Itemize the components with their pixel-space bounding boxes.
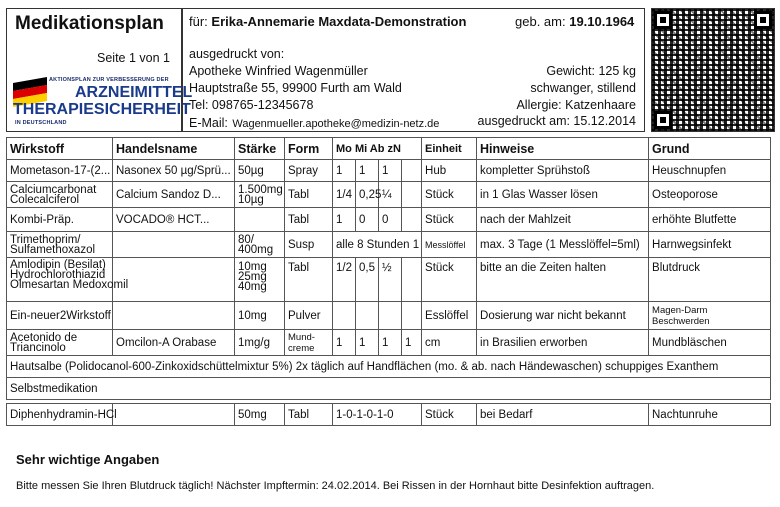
cell-mi: 1 xyxy=(356,330,379,356)
cell-handelsname xyxy=(113,404,235,426)
wirkstoff-line: Sulfamethoxazol xyxy=(10,243,96,256)
cell-grund: Osteoporose xyxy=(649,182,771,208)
birth-label: geb. am: xyxy=(515,14,566,29)
patient-allergy: Allergie: Katzenhaare xyxy=(516,98,636,112)
notes-text: Bitte messen Sie Ihren Blutdruck täglich! Nächster Impftermin: 24.02.2014. Bei Rissen in der Hornhaut bitte Desinfektion auftragen. xyxy=(16,480,655,492)
self-medication-title: Selbstmedikation xyxy=(7,378,771,400)
cell-mo xyxy=(333,302,356,330)
form-line: creme xyxy=(288,342,315,354)
cell-staerke xyxy=(235,182,285,208)
patient-line xyxy=(189,14,466,29)
printed-by-label: ausgedruckt von: xyxy=(189,47,285,61)
cell-hinweise: bitte an die Zeiten halten xyxy=(477,258,649,302)
cell-staerke xyxy=(235,258,285,302)
cell-mi xyxy=(356,302,379,330)
cell-grund: Heuschnupfen xyxy=(649,160,771,182)
notes-title: Sehr wichtige Angaben xyxy=(16,452,160,467)
cell-hinweise: Dosierung war nicht bekannt xyxy=(477,302,649,330)
cell-zn xyxy=(402,182,422,208)
wirkstoff-line: Calciumcarbonat xyxy=(10,183,97,196)
table-header-row xyxy=(7,138,771,160)
cell-wirkstoff: Ein-neuer2Wirkstoff xyxy=(7,302,113,330)
cell-mi: 1 xyxy=(356,160,379,182)
cell-handelsname: Omcilon-A Orabase xyxy=(113,330,235,356)
col-einheit: Einheit xyxy=(422,138,477,160)
col-staerke: Stärke xyxy=(235,138,285,160)
cell-ab: 1 xyxy=(379,330,402,356)
medication-table xyxy=(6,137,771,400)
cell-einheit: Stück xyxy=(422,404,477,426)
cell-zn: 1 xyxy=(402,330,422,356)
pharmacy-address: Hauptstraße 55, 99900 Furth am Wald xyxy=(189,81,402,95)
birth-line xyxy=(515,14,634,29)
cell-einheit: Stück xyxy=(422,182,477,208)
patient-prefix: für: xyxy=(189,14,208,29)
cell-staerke: 50µg xyxy=(235,160,285,182)
table-row xyxy=(7,330,771,356)
table-row xyxy=(7,182,771,208)
barcode-finder xyxy=(654,11,672,29)
cell-einheit: Stück xyxy=(422,208,477,232)
col-hinweise: Hinweise xyxy=(477,138,649,160)
cell-ab: 1 xyxy=(379,160,402,182)
cell-mi: 0,25 xyxy=(356,182,379,208)
cell-hinweise: kompletter Sprühstoß xyxy=(477,160,649,182)
cell-form: Tabl xyxy=(285,208,333,232)
cell-staerke xyxy=(235,232,285,258)
grund-line: Beschwerden xyxy=(652,315,710,327)
cell-wirkstoff xyxy=(7,258,129,302)
patient-name: Erika-Annemarie Maxdata-Demonstration xyxy=(211,14,467,29)
self-medication-table xyxy=(6,403,771,426)
barcode-finder xyxy=(654,111,672,129)
wirkstoff-line: Olmesartan Medoxomil xyxy=(10,279,129,291)
pharmacy-phone: Tel: 098765-12345678 xyxy=(189,98,314,112)
cell-mo: 1/4 xyxy=(333,182,356,208)
cell-form: Tabl xyxy=(285,404,333,426)
cell-mo: 1 xyxy=(333,160,356,182)
staerke-line: 80/ xyxy=(238,233,254,246)
cell-wirkstoff xyxy=(7,182,113,208)
cell-wirkstoff xyxy=(7,330,113,356)
barcode-image xyxy=(651,8,775,132)
cell-grund xyxy=(649,302,771,330)
cell-einheit: Messlöffel xyxy=(422,232,477,258)
staerke-line: 400mg xyxy=(238,243,274,256)
wirkstoff-line: Colecalciferol xyxy=(10,193,80,206)
cell-form: Spray xyxy=(285,160,333,182)
wirkstoff-line: Hydrochlorothiazid xyxy=(10,269,106,281)
cell-ab xyxy=(379,302,402,330)
cell-mi: 0,5 xyxy=(356,258,379,302)
patient-status: schwanger, stillend xyxy=(530,81,636,95)
staerke-line: 10µg xyxy=(238,193,264,206)
section-row xyxy=(7,378,771,400)
email-line xyxy=(189,114,439,132)
logo-line1: AKTIONSPLAN ZUR VERBESSERUNG DER xyxy=(49,77,169,83)
cell-form: Tabl xyxy=(285,258,333,302)
cell-handelsname xyxy=(113,258,235,302)
grund-line: Magen-Darm xyxy=(652,304,708,316)
cell-wirkstoff: Diphenhydramin-HCl xyxy=(7,404,113,426)
cell-grund: erhöhte Blutfette xyxy=(649,208,771,232)
cell-form: Tabl xyxy=(285,182,333,208)
cell-einheit: Hub xyxy=(422,160,477,182)
free-text-cell: Hautsalbe (Polidocanol-600-Zinkoxidschüttelmixtur 5%) 2x täglich auf Handflächen (mo. & ab. nach Händewaschen) schuppiges Exanthem xyxy=(7,356,771,378)
cell-ab: ¼ xyxy=(379,182,402,208)
cell-dosing-text: 1-0-1-0-1-0 xyxy=(333,404,422,426)
amts-logo xyxy=(11,75,193,129)
german-flag-icon xyxy=(13,77,47,103)
printed-on-date: ausgedruckt am: 15.12.2014 xyxy=(477,114,636,128)
table-row xyxy=(7,404,771,426)
cell-staerke xyxy=(235,208,285,232)
table-row xyxy=(7,302,771,330)
patient-weight: Gewicht: 125 kg xyxy=(546,64,636,78)
table-row xyxy=(7,160,771,182)
cell-zn xyxy=(402,208,422,232)
cell-handelsname xyxy=(113,302,235,330)
cell-handelsname xyxy=(113,232,235,258)
cell-grund: Harnwegsinfekt xyxy=(649,232,771,258)
cell-mo: 1/2 xyxy=(333,258,356,302)
staerke-line: 1.500mg xyxy=(238,183,283,196)
cell-form: Susp xyxy=(285,232,333,258)
wirkstoff-line: Acetonido de xyxy=(10,331,78,344)
col-wirkstoff: Wirkstoff xyxy=(7,138,113,160)
cell-hinweise: max. 3 Tage (1 Messlöffel=5ml) xyxy=(477,232,649,258)
cell-dosing-text: alle 8 Stunden 1 xyxy=(333,232,422,258)
cell-hinweise: in Brasilien erworben xyxy=(477,330,649,356)
staerke-line: 10mg xyxy=(238,261,267,273)
logo-line4: IN DEUTSCHLAND xyxy=(15,120,67,126)
page-title: Medikationsplan xyxy=(15,13,164,34)
cell-einheit: Esslöffel xyxy=(422,302,477,330)
wirkstoff-line: Triancinolo xyxy=(10,341,66,354)
email-address: Wagenmueller.apotheke@medizin-netz.de xyxy=(232,118,440,130)
cell-handelsname: Nasonex 50 µg/Sprü... xyxy=(113,160,235,182)
table-row xyxy=(7,258,771,302)
cell-wirkstoff: Kombi-Präp. xyxy=(7,208,113,232)
cell-wirkstoff xyxy=(7,232,113,258)
header-left-panel xyxy=(6,8,193,132)
staerke-line: 40mg xyxy=(238,281,267,293)
cell-form xyxy=(285,330,333,356)
free-text-row xyxy=(7,356,771,378)
cell-grund: Nachtunruhe xyxy=(649,404,771,426)
cell-hinweise: nach der Mahlzeit xyxy=(477,208,649,232)
col-grund: Grund xyxy=(649,138,771,160)
logo-line3: THERAPIESICHERHEIT xyxy=(13,101,191,118)
cell-zn xyxy=(402,160,422,182)
col-dosing: Mo Mi Ab zN xyxy=(333,138,422,160)
pharmacy-name: Apotheke Winfried Wagenmüller xyxy=(189,64,368,78)
cell-mo: 1 xyxy=(333,208,356,232)
birth-date: 19.10.1964 xyxy=(569,14,635,29)
header-patient-panel xyxy=(182,8,645,132)
cell-form: Pulver xyxy=(285,302,333,330)
cell-staerke: 50mg xyxy=(235,404,285,426)
cell-ab: ½ xyxy=(379,258,402,302)
cell-handelsname: VOCADO® HCT... xyxy=(113,208,235,232)
cell-staerke: 1mg/g xyxy=(235,330,285,356)
cell-zn xyxy=(402,258,422,302)
cell-mo: 1 xyxy=(333,330,356,356)
wirkstoff-line: Amlodipin (Besilat) xyxy=(10,259,106,271)
cell-hinweise: in 1 Glas Wasser lösen xyxy=(477,182,649,208)
cell-einheit: cm xyxy=(422,330,477,356)
logo-line2: ARZNEIMITTEL xyxy=(75,84,193,101)
email-label: E-Mail: xyxy=(189,116,228,130)
barcode-finder xyxy=(754,11,772,29)
form-line: Mund- xyxy=(288,331,315,343)
cell-staerke: 10mg xyxy=(235,302,285,330)
staerke-line: 25mg xyxy=(238,271,267,283)
table-row xyxy=(7,208,771,232)
cell-einheit: Stück xyxy=(422,258,477,302)
cell-ab: 0 xyxy=(379,208,402,232)
table-row xyxy=(7,232,771,258)
col-handelsname: Handelsname xyxy=(113,138,235,160)
page-number: Seite 1 von 1 xyxy=(97,51,170,65)
cell-mi: 0 xyxy=(356,208,379,232)
cell-grund: Mundbläschen xyxy=(649,330,771,356)
cell-zn xyxy=(402,302,422,330)
cell-handelsname: Calcium Sandoz D... xyxy=(113,182,235,208)
cell-grund: Blutdruck xyxy=(649,258,771,302)
wirkstoff-line: Trimethoprim/ xyxy=(10,233,81,246)
cell-wirkstoff: Mometason-17-(2... xyxy=(7,160,113,182)
col-form: Form xyxy=(285,138,333,160)
cell-hinweise: bei Bedarf xyxy=(477,404,649,426)
